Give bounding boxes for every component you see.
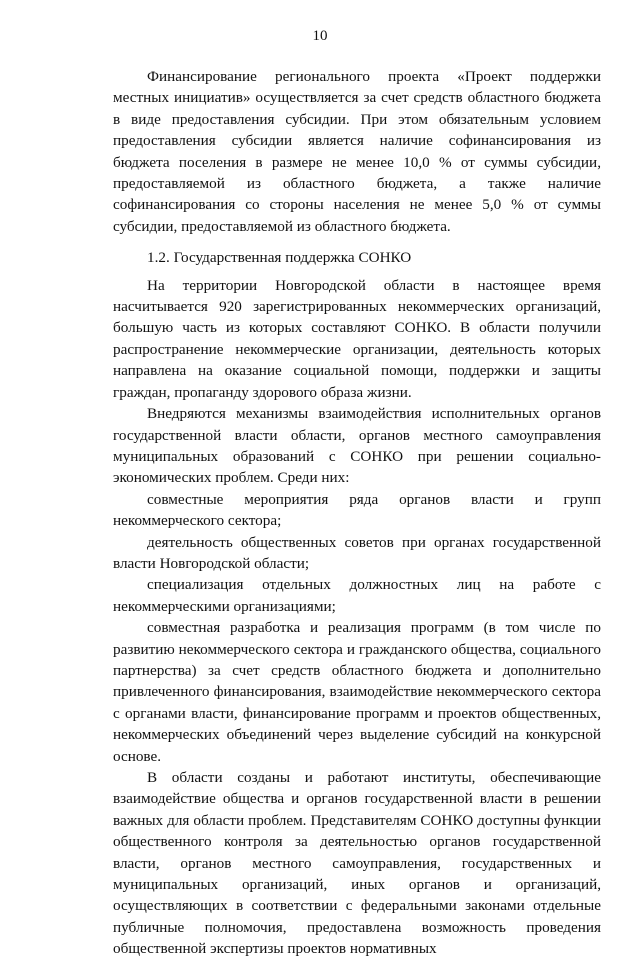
list-item-joint-programs: совместная разработка и реализация программ (в том числе по развитию некоммерческого сектора и гражданского общества, социального партнерства) за счет средств областного бюджета и дополнительно привлеченного финансирования, взаимодействие некоммерческого сектора с органами власти, финансирование программ и проектов общественных, некоммерческих объединений через выделение субсидий на конкурсной основе. xyxy=(113,619,601,765)
paragraph-territory: На территории Новгородской области в настоящее время насчитывается 920 зарегистрированных некоммерческих организаций, большую часть из которых составляют СОНКО. В области получили распространение некоммерческие организации, деятельность которых направлена на оказание социальной помощи, поддержки и защиты граждан, пропаганду здорового образа жизни. xyxy=(113,276,601,401)
list-item-specialization: специализация отдельных должностных лиц на работе с некоммерческими организациями; xyxy=(113,576,601,615)
paragraph-institutes: В области созданы и работают институты, обеспечивающие взаимодействие общества и органов государственной власти в решении важных для области проблем. Представителям СОНКО доступны функции общественного контроля за деятельностью органов государственной власти, органов местного самоуправления, государственных и муниципальных организаций, иных органов и организаций, осуществляющих в соответствии с федеральными законами отдельные публичные полномочия, предоставлена возможность проведения общественной экспертизы проектов нормативных xyxy=(113,769,601,958)
paragraph-mechanisms: Внедряются механизмы взаимодействия исполнительных органов государственной власти области, органов местного самоуправления муниципальных образований с СОНКО при решении социально-экономических проблем. Среди них: xyxy=(113,405,601,487)
list-item-joint-events: совместные мероприятия ряда органов власти и групп некоммерческого сектора; xyxy=(113,490,601,530)
paragraph-financing: Финансирование регионального проекта «Проект поддержки местных инициатив» осуществляется за счет средств областного бюджета в виде предоставления субсидии. При этом обязательным условием предоставления субсидии является наличие софинансирования из бюджета поселения в размере не менее 10,0 % от суммы субсидии, предоставляемой из областного бюджета, а также наличие софинансирования со стороны населения не менее 5,0 % от суммы субсидии, предоставляемой из областного бюджета. xyxy=(113,68,601,235)
section-heading: 1.2. Государственная поддержка СОНКО xyxy=(147,249,412,267)
page-number: 10 xyxy=(312,28,328,44)
list-item-public-councils: деятельность общественных советов при органах государственной власти Новгородской области; xyxy=(113,533,601,572)
page-body xyxy=(113,66,601,960)
